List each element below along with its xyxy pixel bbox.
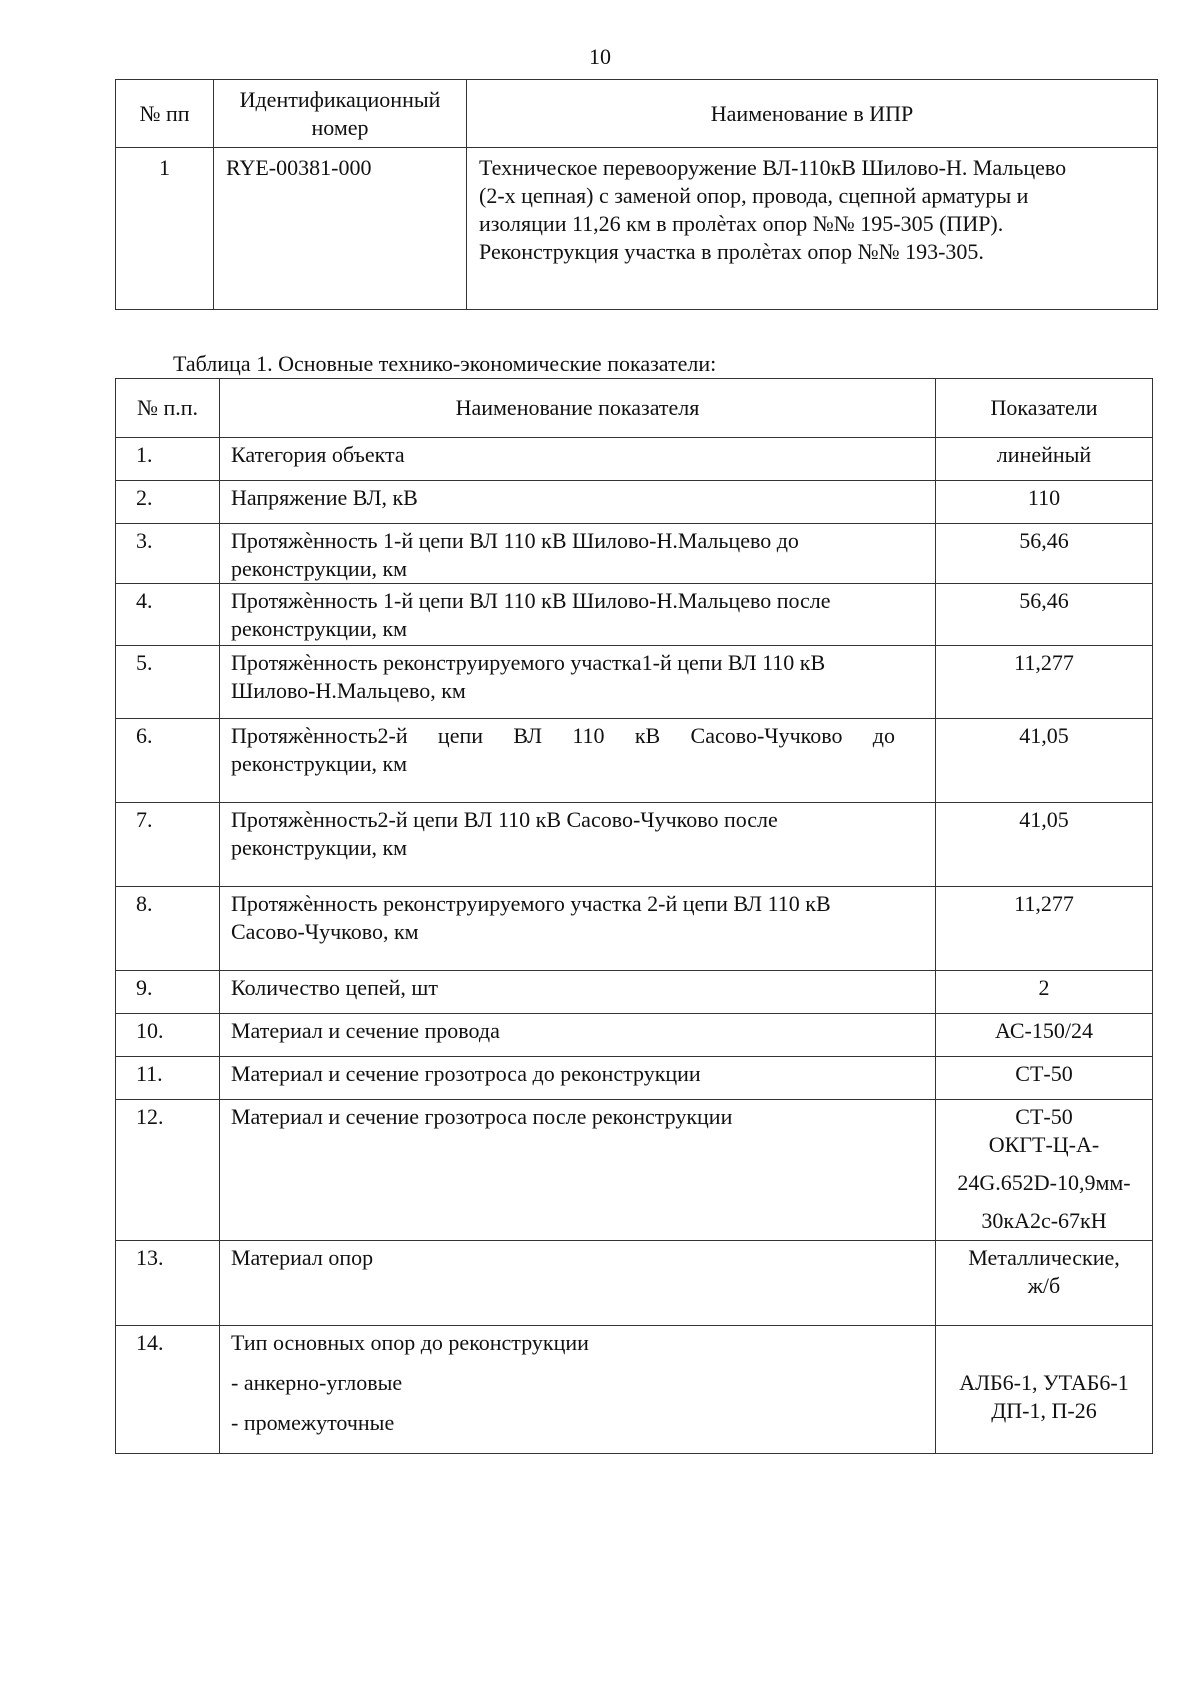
row-value (936, 438, 1153, 481)
row-name-line: реконструкции, км (231, 835, 408, 860)
row-name (220, 438, 936, 481)
row-name-line: Материал и сечение грозотроса после реконструкции (231, 1104, 733, 1129)
row-name-line: Протяжѐнность 1-й цепи ВЛ 110 кВ Шилово-Н.Мальцево до (231, 528, 799, 553)
row-name-word: цепи (437, 723, 484, 748)
row-value (936, 1241, 1153, 1326)
row-name-line: Материал и сечение провода (231, 1018, 500, 1043)
table-row (116, 438, 1153, 481)
row-name-line: - промежуточные (231, 1410, 395, 1435)
row-value (936, 1100, 1153, 1241)
row-value-line: 11,277 (1014, 891, 1074, 916)
row-name-word: 110 (572, 723, 605, 748)
row-value-line: АЛБ6-1, УТАБ6-1 (959, 1370, 1129, 1395)
ipr-row-id: RYE-00381-000 (214, 148, 467, 310)
table-row (116, 584, 1153, 646)
ipr-header-id: Идентификационный номер (214, 80, 467, 148)
row-name-line: Категория объекта (231, 442, 405, 467)
row-num: 8. (116, 887, 220, 971)
row-name-word: кВ (634, 723, 661, 748)
row-value (936, 719, 1153, 803)
table-row (116, 481, 1153, 524)
row-value (936, 524, 1153, 584)
row-num: 6. (116, 719, 220, 803)
row-num: 4. (116, 584, 220, 646)
row-name (220, 1241, 936, 1326)
row-name (220, 1057, 936, 1100)
row-name-line: Напряжение ВЛ, кВ (231, 485, 418, 510)
row-value-line: ж/б (1027, 1273, 1061, 1298)
table-row (116, 1100, 1153, 1241)
row-name (220, 719, 936, 803)
header-num: № п.п. (116, 379, 220, 438)
row-value-line: АС-150/24 (995, 1018, 1093, 1043)
row-name-line: Тип основных опор до реконструкции (231, 1330, 589, 1355)
indicators-header-row (116, 379, 1153, 438)
header-value: Показатели (936, 379, 1153, 438)
ipr-name-line: изоляции 11,26 км в пролѐтах опор №№ 195-305 (ПИР). (479, 211, 1004, 236)
row-value (936, 584, 1153, 646)
row-value (936, 1057, 1153, 1100)
row-value (936, 803, 1153, 887)
row-value (936, 887, 1153, 971)
table-row (116, 1241, 1153, 1326)
row-value-line: 41,05 (1019, 723, 1069, 748)
row-num: 1. (116, 438, 220, 481)
row-name-word: до (872, 723, 895, 748)
row-name-line: Сасово-Чучково, км (231, 919, 419, 944)
row-value-line: 110 (1027, 485, 1061, 510)
row-name-line: Материал опор (231, 1245, 374, 1270)
page-number: 10 (589, 44, 611, 69)
row-value (936, 1014, 1153, 1057)
row-name-justified-line (231, 722, 895, 750)
table-row (116, 1014, 1153, 1057)
row-value-line: 2 (1038, 975, 1050, 1000)
table-row (116, 971, 1153, 1014)
row-name-line: Протяжѐнность реконструируемого участка1-й цепи ВЛ 110 кВ (231, 650, 826, 675)
row-num: 5. (116, 646, 220, 719)
row-num: 2. (116, 481, 220, 524)
row-name (220, 1100, 936, 1241)
row-name-line: - анкерно-угловые (231, 1370, 403, 1395)
ipr-table (115, 79, 1158, 310)
ipr-header-row (116, 80, 1158, 148)
row-value (936, 646, 1153, 719)
ipr-header-name: Наименование в ИПР (467, 80, 1158, 148)
row-value-line: 30кА2с-67кН (981, 1208, 1107, 1233)
ipr-name-line: Реконструкция участка в пролѐтах опор №№ 193-305. (479, 239, 984, 264)
ipr-row-name (467, 148, 1158, 310)
row-name (220, 481, 936, 524)
row-num: 10. (116, 1014, 220, 1057)
row-name (220, 524, 936, 584)
row-name (220, 1326, 936, 1454)
row-value (936, 1326, 1153, 1454)
table-row (116, 719, 1153, 803)
row-name-line: реконструкции, км (231, 751, 408, 776)
row-num: 12. (116, 1100, 220, 1241)
row-name-word: Сасово-Чучково (690, 723, 843, 748)
row-name (220, 584, 936, 646)
table-row (116, 1326, 1153, 1454)
row-num: 11. (116, 1057, 220, 1100)
ipr-name-line: (2-х цепная) с заменой опор, провода, сцепной арматуры и (479, 183, 1029, 208)
row-name-line: Материал и сечение грозотроса до реконструкции (231, 1061, 701, 1086)
row-name-word: Протяжѐнность2-й (231, 723, 408, 748)
table-row (116, 887, 1153, 971)
row-value-line: ОКГТ-Ц-А- (988, 1132, 1100, 1157)
table-row (116, 803, 1153, 887)
row-value (936, 481, 1153, 524)
row-name-line: Протяжѐнность 1-й цепи ВЛ 110 кВ Шилово-Н.Мальцево после (231, 588, 831, 613)
table-caption: Таблица 1. Основные технико-экономические показатели: (173, 351, 717, 376)
row-name (220, 1014, 936, 1057)
row-num: 7. (116, 803, 220, 887)
row-name (220, 887, 936, 971)
row-name (220, 971, 936, 1014)
row-name-line: Протяжѐнность реконструируемого участка 2-й цепи ВЛ 110 кВ (231, 891, 831, 916)
row-name (220, 646, 936, 719)
row-value-line: СТ-50 (1015, 1104, 1073, 1129)
row-name-line: реконструкции, км (231, 616, 408, 641)
row-name-line: Шилово-Н.Мальцево, км (231, 678, 466, 703)
row-name-line: реконструкции, км (231, 556, 408, 581)
row-num: 14. (116, 1326, 220, 1454)
table-row (116, 646, 1153, 719)
row-value-line: 11,277 (1014, 650, 1074, 675)
row-value-line: ДП-1, П-26 (991, 1398, 1097, 1423)
row-num: 9. (116, 971, 220, 1014)
indicators-table (115, 378, 1153, 1454)
table-row (116, 524, 1153, 584)
row-name-word: ВЛ (513, 723, 543, 748)
row-name-line: Количество цепей, шт (231, 975, 438, 1000)
row-name-line: Протяжѐнность2-й цепи ВЛ 110 кВ Сасово-Чучково после (231, 807, 778, 832)
ipr-name-line: Техническое перевооружение ВЛ-110кВ Шилово-Н. Мальцево (479, 155, 1067, 180)
header-name: Наименование показателя (220, 379, 936, 438)
row-num: 3. (116, 524, 220, 584)
row-value-line: СТ-50 (1015, 1061, 1073, 1086)
row-value-line: 24G.652D-10,9мм- (957, 1170, 1131, 1195)
table-row (116, 1057, 1153, 1100)
ipr-header-num: № пп (116, 80, 214, 148)
row-value-line: Металлические, (968, 1245, 1120, 1270)
row-value-line: 56,46 (1019, 528, 1069, 553)
ipr-row (116, 148, 1158, 310)
indicators-body (116, 438, 1153, 1454)
row-value-line: 56,46 (1019, 588, 1069, 613)
row-name (220, 803, 936, 887)
row-num: 13. (116, 1241, 220, 1326)
row-value (936, 971, 1153, 1014)
row-value-line: линейный (996, 442, 1092, 467)
row-value-line: 41,05 (1019, 807, 1069, 832)
ipr-row-num: 1 (116, 148, 214, 310)
